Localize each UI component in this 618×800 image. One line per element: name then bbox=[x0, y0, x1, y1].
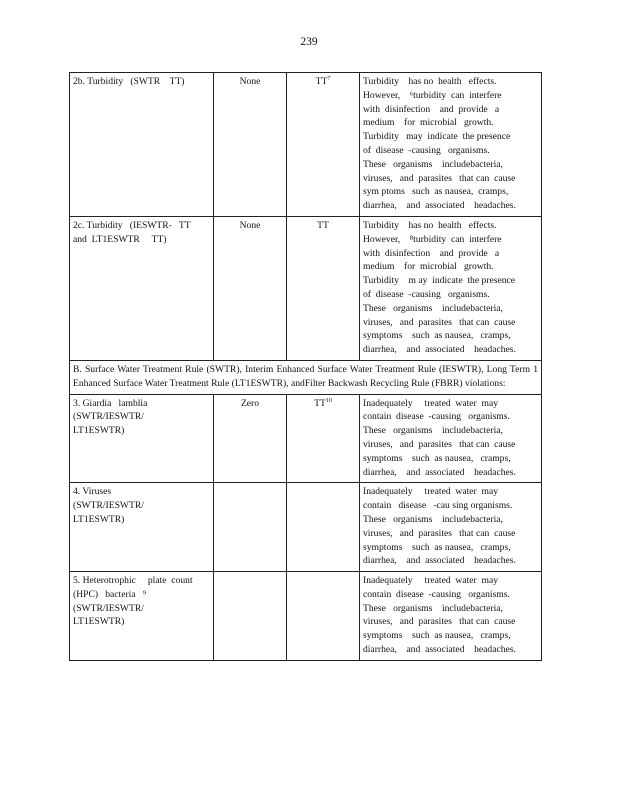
contaminant-line: and LT1ESWTR TT) bbox=[73, 233, 167, 245]
table-row bbox=[70, 73, 542, 217]
effects-line: Turbidity has no health effects. bbox=[363, 219, 497, 231]
contaminant-cell bbox=[70, 572, 214, 661]
footnote-ref: 7 bbox=[327, 76, 331, 82]
mcl-value: TT bbox=[314, 397, 326, 409]
contaminant-line: LT1ESWTR) bbox=[73, 425, 125, 437]
effects-line: viruses, and parasites that can cause bbox=[363, 316, 516, 328]
effects-line: Turbidity has no health effects. bbox=[363, 76, 497, 87]
effects-line: viruses, and parasites that can cause bbox=[363, 172, 516, 184]
contaminant-line: 5. Heterotrophic plate count bbox=[73, 575, 193, 587]
mcl-cell bbox=[287, 394, 360, 483]
effects-line: However, ⁸turbidity can interfere bbox=[363, 233, 502, 245]
effects-line: These organisms includebacteria, bbox=[363, 158, 503, 170]
contaminant-line: 2b. Turbidity (SWTR TT) bbox=[73, 76, 185, 87]
footnote-ref: 10 bbox=[325, 397, 332, 404]
health-effects-cell bbox=[360, 483, 542, 572]
mclg-cell bbox=[214, 483, 287, 572]
effects-line: medium for microbial growth. bbox=[363, 261, 494, 273]
effects-line: Turbidity may indicate the presence bbox=[363, 131, 511, 143]
health-effects-cell bbox=[360, 572, 542, 661]
page-number: 239 bbox=[300, 36, 318, 48]
effects-line: However, ⁶turbidity can interfere bbox=[363, 89, 502, 101]
effects-line: contain disease -causing organisms. bbox=[363, 588, 510, 600]
effects-line: contain disease -causing organisms. bbox=[363, 411, 510, 423]
contaminant-line: (HPC) bacteria ⁹ bbox=[73, 588, 147, 600]
contaminant-line: (SWTR/IESWTR/ bbox=[73, 602, 144, 614]
mclg-cell: None bbox=[214, 216, 287, 360]
table-row bbox=[70, 572, 542, 661]
contaminant-line: 2c. Turbidity (IESWTR- TT bbox=[73, 219, 191, 231]
mcl-cell bbox=[287, 216, 360, 360]
mcl-value: TT bbox=[315, 76, 328, 87]
mclg-cell: None bbox=[214, 73, 287, 217]
health-effects-cell bbox=[360, 394, 542, 483]
mcl-cell bbox=[287, 73, 360, 217]
table-row bbox=[70, 394, 542, 483]
effects-line: Inadequately treated water may bbox=[363, 486, 499, 498]
contaminant-line: (SWTR/IESWTR/ bbox=[73, 411, 144, 423]
effects-line: diarrhea, and associated headaches. bbox=[363, 200, 516, 212]
effects-line: sym ptoms such as nausea, cramps, bbox=[363, 186, 509, 198]
mcl-cell bbox=[287, 483, 360, 572]
effects-line: diarrhea, and associated headaches. bbox=[363, 344, 516, 356]
effects-line: symptoms such as nausea, cramps, bbox=[363, 330, 511, 342]
effects-line: diarrhea, and associated headaches. bbox=[363, 466, 516, 478]
section-heading-row bbox=[70, 360, 542, 394]
effects-line: These organisms includebacteria, bbox=[363, 302, 503, 314]
contaminant-line: 4. Viruses bbox=[73, 486, 112, 498]
effects-line: These organisms includebacteria, bbox=[363, 425, 503, 437]
effects-line: contain disease -cau sing organisms. bbox=[363, 500, 513, 512]
contaminant-line: LT1ESWTR) bbox=[73, 616, 125, 628]
effects-line: viruses, and parasites that can cause bbox=[363, 438, 516, 450]
contaminant-cell bbox=[70, 216, 214, 360]
effects-line: viruses, and parasites that can cause bbox=[363, 527, 516, 539]
effects-line: with disinfection and provide a bbox=[363, 103, 500, 115]
effects-line: These organisms includebacteria, bbox=[363, 513, 503, 525]
mclg-cell bbox=[214, 572, 287, 661]
mclg-cell: Zero bbox=[214, 394, 287, 483]
health-effects-cell bbox=[360, 216, 542, 360]
effects-line: of disease -causing organisms. bbox=[363, 144, 490, 156]
effects-line: symptoms such as nausea, cramps, bbox=[363, 630, 511, 642]
effects-line: These organisms includebacteria, bbox=[363, 602, 503, 614]
table-row bbox=[70, 216, 542, 360]
contaminant-cell bbox=[70, 73, 214, 217]
effects-line: diarrhea, and associated headaches. bbox=[363, 644, 516, 656]
effects-line: diarrhea, and associated headaches. bbox=[363, 555, 516, 567]
effects-line: of disease -causing organisms. bbox=[363, 288, 490, 300]
effects-line: Inadequately treated water may bbox=[363, 575, 499, 587]
mcl-value: TT bbox=[317, 219, 329, 231]
contaminant-line: (SWTR/IESWTR/ bbox=[73, 500, 144, 512]
effects-line: symptoms such as nausea, cramps, bbox=[363, 452, 511, 464]
mcl-cell bbox=[287, 572, 360, 661]
effects-line: with disinfection and provide a bbox=[363, 247, 500, 259]
effects-line: Turbidity m ay indicate the presence bbox=[363, 275, 516, 287]
contaminant-line: LT1ESWTR) bbox=[73, 513, 125, 525]
effects-line: Inadequately treated water may bbox=[363, 397, 499, 409]
effects-line: viruses, and parasites that can cause bbox=[363, 616, 516, 628]
contaminant-cell bbox=[70, 483, 214, 572]
table-row bbox=[70, 483, 542, 572]
section-heading: B. Surface Water Treatment Rule (SWTR), Interim Enhanced Surface Water Treatment Rule (IESWTR), Long Term 1 Enhanced Surface Water Treatment Rule (LT1ESWTR), andFilter Backwash Recycling Rule (FBRR) violations: bbox=[70, 360, 542, 394]
contaminant-line: 3. Giardia lamblia bbox=[73, 397, 148, 409]
health-effects-cell bbox=[360, 73, 542, 217]
contaminant-table bbox=[69, 72, 542, 661]
contaminant-cell bbox=[70, 394, 214, 483]
effects-line: medium for microbial growth. bbox=[363, 117, 494, 129]
effects-line: symptoms such as nausea, cramps, bbox=[363, 541, 511, 553]
